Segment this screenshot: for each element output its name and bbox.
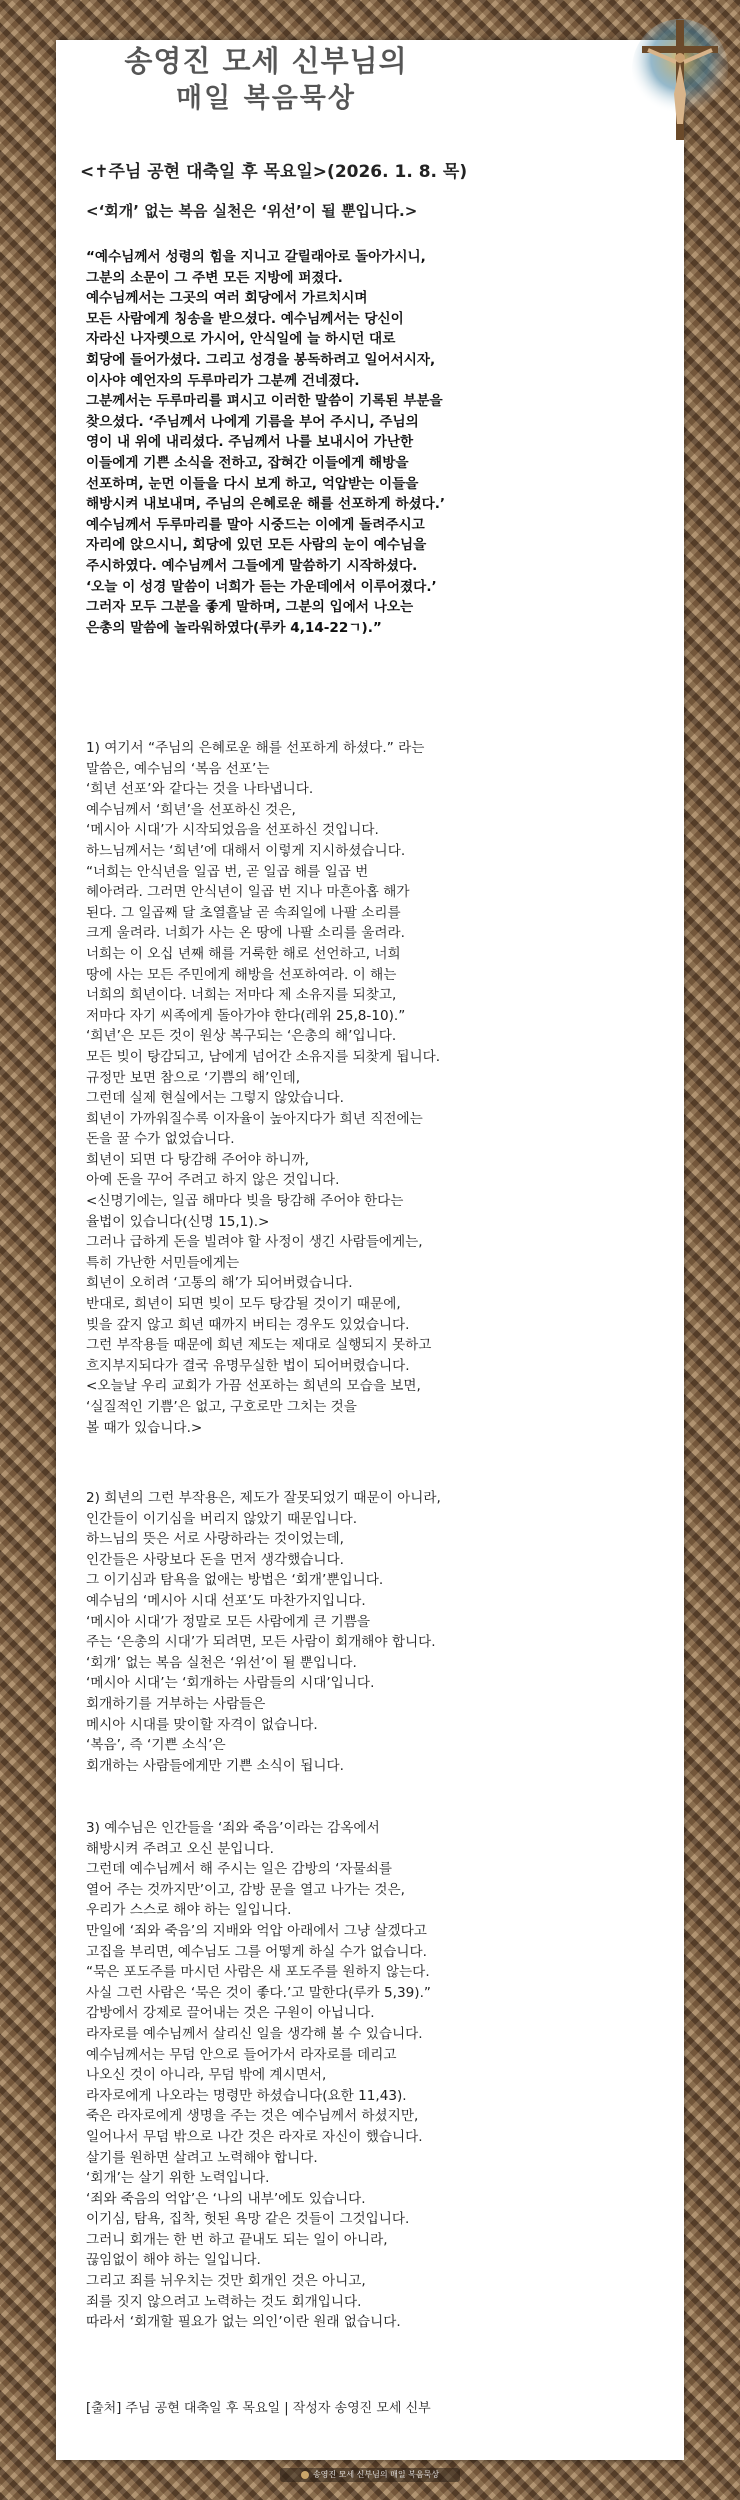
logo-icon — [301, 2471, 309, 2479]
source-credit: [출처] 주님 공현 대축일 후 목요일 | 작성자 송영진 모세 신부 — [86, 2401, 431, 2416]
crucifix-icon — [630, 14, 730, 144]
date-heading: <✝주님 공현 대축일 후 목요일>(2026. 1. 8. 목) — [80, 162, 468, 182]
page-title — [86, 42, 446, 118]
gospel-passage: “예수님께서 성령의 힘을 지니고 갈릴래아로 돌아가시니, 그분의 소문이 그 주변 모든 지방에 퍼졌다. 예수님께서는 그곳의 여러 회당에서 가르치시며 모든 사람에게 칭송을 받으셨다. 예수님께서는 당신이 자라신 나자렛으로 가시어, 안식일에 늘 하시던 대로 회당에 들어가셨다. 그리고 성경을 봉독하려고 일어서시자, 이사야 예언자의 두루마리가 그분께 건네졌다. 그분께서는 두루마리를 펴시고 이러한 말씀이 기록된 부분을 찾으셨다. ‘주님께서 나에게 기름을 부어 주시니, 주님의 영이 내 위에 내리셨다. 주님께서 나를 보내시어 가난한 이들에게 기쁜 소식을 전하고, 잡혀간 이들에게 해방을 선포하며, 눈먼 이들을 다시 보게 하고, 억압받는 이들을 해방시켜 내보내며, 주님의 은혜로운 해를 선포하게 하셨다.’ 예수님께서 두루마리를 말아 시중드는 이에게 돌려주시고 자리에 앉으시니, 회당에 있던 모든 사람의 눈이 예수님을 주시하였다. 예수님께서 그들에게 말씀하기 시작하셨다. ‘오늘 이 성경 말씀이 너희가 듣는 가운데에서 이루어졌다.’ 그러자 모두 그분을 좋게 말하며, 그분의 입에서 나오는 은총의 말씀에 놀라워하였다(루카 4,14-22ㄱ).” — [86, 249, 446, 636]
footer-watermark — [280, 2468, 460, 2482]
meditation-subtitle: <‘회개’ 없는 복음 실천은 ‘위선’이 될 뿐입니다.> — [86, 202, 418, 220]
title-line-1: 송영진 모세 신부님의 — [124, 44, 408, 78]
reflection-section-2: 2) 희년의 그런 부작용은, 제도가 잘못되었기 때문이 아니라, 인간들이 이기심을 버리지 않았기 때문입니다. 하느님의 뜻은 서로 사랑하라는 것이었는데, 인간들은 사랑보다 돈을 먼저 생각했습니다. 그 이기심과 탐욕을 없애는 방법은 ‘회개’뿐입니다. 예수님의 ‘메시아 시대 선포’도 마찬가지입니다. ‘메시아 시대’가 정말로 모든 사람에게 큰 기쁨을 주는 ‘은총의 시대’가 되려면, 모든 사람이 회개해야 합니다. ‘회개’ 없는 복음 실천은 ‘위선’이 될 뿐입니다. ‘메시아 시대’는 ‘회개하는 사람들의 시대’입니다. 회개하기를 거부하는 사람들은 메시아 시대를 맞이할 자격이 없습니다. ‘복음’, 즉 ‘기쁜 소식’은 회개하는 사람들에게만 기쁜 소식이 됩니다. — [86, 1490, 441, 1774]
reflection-section-3: 3) 예수님은 인간들을 ‘죄와 죽음’이라는 감옥에서 해방시켜 주려고 오신 분입니다. 그런데 예수님께서 해 주시는 일은 감방의 ‘자물쇠를 열어 주는 것까지만’이고, 감방 문을 열고 나가는 것은, 우리가 스스로 해야 하는 일입니다. 만일에 ‘죄와 죽음’의 지배와 억압 아래에서 그냥 살겠다고 고집을 부리면, 예수님도 그를 어떻게 하실 수가 없습니다. “묵은 포도주를 마시던 사람은 새 포도주를 원하지 않는다. 사실 그런 사람은 ‘묵은 것이 좋다.’고 말한다(루카 5,39).” 감방에서 강제로 끌어내는 것은 구원이 아닙니다. 라자로를 예수님께서 살리신 일을 생각해 볼 수 있습니다. 예수님께서는 무덤 안으로 들어가서 라자로를 데리고 나오신 것이 아니라, 무덤 밖에 계시면서, 라자로에게 나오라는 명령만 하셨습니다(요한 11,43). 죽은 라자로에게 생명을 주는 것은 예수님께서 하셨지만, 일어나서 무덤 밖으로 나간 것은 라자로 자신이 했습니다. 살기를 원하면 살려고 노력해야 합니다. ‘회개’는 살기 위한 노력입니다. ‘죄와 죽음의 억압’은 ‘나의 내부’에도 있습니다. 이기심, 탐욕, 집착, 헛된 욕망 같은 것들이 그것입니다. 그러니 회개는 한 번 하고 끝내도 되는 일이 아니라, 끊임없이 해야 하는 일입니다. 그리고 죄를 뉘우치는 것만 회개인 것은 아니고, 죄를 짓지 않으려고 노력하는 것도 회개입니다. 따라서 ‘회개할 필요가 없는 의인’이란 원래 없습니다. — [86, 1820, 431, 2331]
title-line-2: 매일 복음묵상 — [176, 83, 356, 114]
reflection-section-1: 1) 여기서 “주님의 은혜로운 해를 선포하게 하셨다.” 라는 말씀은, 예수님의 ‘복음 선포’는 ‘희년 선포’와 같다는 것을 나타냅니다. 예수님께서 ‘희년’을 선포하신 것은, ‘메시아 시대’가 시작되었음을 선포하신 것입니다. 하느님께서는 ‘희년’에 대해서 이렇게 지시하셨습니다. “너희는 안식년을 일곱 번, 곧 일곱 해를 일곱 번 헤아려라. 그러면 안식년이 일곱 번 지나 마흔아홉 해가 된다. 그 일곱째 달 초열흘날 곧 속죄일에 나팔 소리를 크게 울려라. 너희가 사는 온 땅에 나팔 소리를 울려라. 너희는 이 오십 년째 해를 거룩한 해로 선언하고, 너희 땅에 사는 모든 주민에게 해방을 선포하여라. 이 해는 너희의 희년이다. 너희는 저마다 제 소유지를 되찾고, 저마다 자기 씨족에게 돌아가야 한다(레위 25,8-10).” ‘희년’은 모든 것이 원상 복구되는 ‘은총의 해’입니다. 모든 빚이 탕감되고, 남에게 넘어간 소유지를 되찾게 됩니다. 규정만 보면 참으로 ‘기쁨의 해’인데, 그런데 실제 현실에서는 그렇지 않았습니다. 희년이 가까워질수록 이자율이 높아지다가 희년 직전에는 돈을 꿀 수가 없었습니다. 희년이 되면 다 탕감해 주어야 하니까, 아예 돈을 꾸어 주려고 하지 않은 것입니다. <신명기에는, 일곱 해마다 빚을 탕감해 주어야 한다는 율법이 있습니다(신명 15,1).> 그러나 급하게 돈을 빌려야 할 사정이 생긴 사람들에게는, 특히 가난한 서민들에게는 희년이 오히려 ‘고통의 해’가 되어버렸습니다. 반대로, 희년이 되면 빚이 모두 탕감될 것이기 때문에, 빚을 갚지 않고 희년 때까지 버티는 경우도 있었습니다. 그런 부작용들 때문에 희년 제도는 제대로 실행되지 못하고 흐지부지되다가 결국 유명무실한 법이 되어버렸습니다. <오늘날 우리 교회가 가끔 선포하는 희년의 모습을 보면, ‘실질적인 기쁨’은 없고, 구호로만 그치는 것을 볼 때가 있습니다.> — [86, 740, 441, 1436]
footer-watermark-text: 송영진 모세 신부님의 매일 복음묵상 — [312, 2470, 440, 2479]
